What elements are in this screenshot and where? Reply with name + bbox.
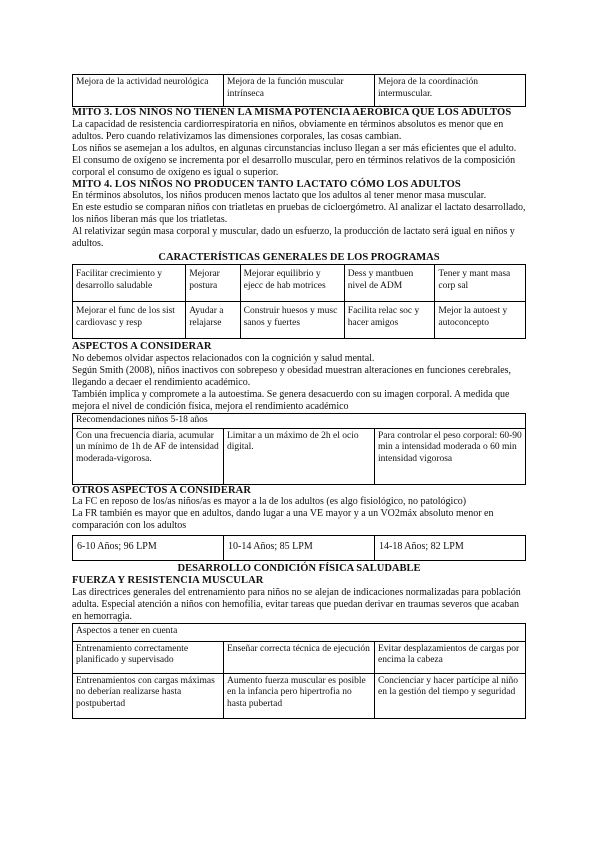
paragraph: Al relativizar según masa corporal y muscular, dado un esfuerzo, la producción de lactato será igual en niños y adultos. <box>72 226 515 249</box>
table-cell: Mejora de la coordinación intermuscular. <box>375 75 526 107</box>
table-cell: Evitar desplazamientos de cargas por encima la cabeza <box>375 641 526 673</box>
table-cell: Ayudar a relajarse <box>186 302 240 339</box>
paragraph: Según Smith (2008), niños inactivos con sobrepeso y obesidad muestran alteraciones en funciones cerebrales, llegando a decaer el rendimiento académico. <box>72 364 512 388</box>
table-cell: Mejorar postura <box>186 265 240 302</box>
table-cell: Aumento fuerza muscular es posible en la infancia pero hipertrofia no hasta pubertad <box>224 673 375 718</box>
table-cell: Para controlar el peso corporal: 60-90 min a intensidad moderada o 60 min intensidad vigorosa <box>375 428 526 484</box>
document-page <box>72 74 526 719</box>
other-aspects-title: OTROS ASPECTOS A CONSIDERAR <box>72 484 252 496</box>
paragraph: La capacidad de resistencia cardiorrespiratoria en niños, obviamente en términos absolutos es menor que en adultos. Pero cuando relativizamos las dimensiones corporales, las cosas cambian. <box>72 118 504 142</box>
considerations-table <box>72 623 526 719</box>
myth3-title: MITO 3. LOS NIÑOS NO TIENEN LA MISMA POTENCIA AERÓBICA QUE LOS ADULTOS <box>72 107 512 118</box>
programs-title: CARACTERÍSTICAS GENERALES DE LOS PROGRAMAS <box>158 252 440 263</box>
table-cell: Dess y mantbuen nivel de ADM <box>344 265 435 302</box>
table-cell: 6-10 Años; 96 LPM <box>73 536 224 561</box>
paragraph: No debemos olvidar aspectos relacionados con la cognición y salud mental. <box>72 352 375 364</box>
paragraph: Las directrices generales del entrenamiento para niños no se alejan de indicaciones normalizadas para población adulta. Especial atención a niños con hemofilia, evitar tareas que puedan derivar en traumas severos que acaban en hemorragia. <box>72 586 521 622</box>
table-cell: Facilita relac soc y hacer amigos <box>344 302 435 339</box>
programs-table <box>72 264 526 339</box>
top-table <box>72 74 526 107</box>
myth4-title: MITO 4. LOS NIÑOS NO PRODUCEN TANTO LACTATO CÓMO LOS ADULTOS <box>72 178 461 190</box>
table-cell: 10-14 Años; 85 LPM <box>224 536 375 561</box>
table-cell: Con una frecuencia diaria, acumular un mínimo de 1h de AF de intensidad moderada-vigorosa. <box>73 428 224 484</box>
table-cell: Construir huesos y musc sanos y fuertes <box>240 302 344 339</box>
table-cell: Concienciar y hacer partícipe al niño en la gestión del tiempo y seguridad <box>375 673 526 718</box>
paragraph: Los niños se asemejan a los adultos, en algunas circunstancias incluso llegan a ser más eficientes que el adulto. <box>72 142 517 154</box>
table-cell: Mejor la autoest y autoconcepto <box>435 302 526 339</box>
aspects-title: ASPECTOS A CONSIDERAR <box>72 341 212 352</box>
paragraph: La FC en reposo de los/as niños/as es mayor a la de los adultos (es algo fisiológico, no patológico) <box>72 496 467 507</box>
table-cell: Entrenamiento correctamente planificado y supervisado <box>73 641 224 673</box>
table-cell: 14-18 Años; 82 LPM <box>375 536 526 561</box>
heart-rate-table <box>72 535 526 561</box>
paragraph: En términos absolutos, los niños producen menos lactato que los adultos al tener menor masa muscular. <box>72 190 487 201</box>
table-cell: Mejorar el func de los sist cardiovasc y resp <box>73 302 186 339</box>
table-cell: Mejorar equilibrio y ejecc de hab motrices <box>240 265 344 302</box>
table-cell: Mejora de la función muscular intrínseca <box>224 75 375 107</box>
table-cell: Facilitar crecimiento y desarrollo saludable <box>73 265 186 302</box>
paragraph: El consumo de oxígeno se incrementa por el desarrollo muscular, pero en términos relativos de la composición corporal el consumo de oxígeno es igual o superior. <box>72 154 516 178</box>
table-header: Aspectos a tener en cuenta <box>73 623 526 641</box>
table-cell: Entrenamientos con cargas máximas no deberían realizarse hasta postpubertad <box>73 673 224 718</box>
paragraph: También implica y compromete a la autoestima. Se genera desacuerdo con su imagen corporal. A medida que mejora el nivel de condición física, mejora el rendimiento académico <box>72 388 510 412</box>
table-header: Recomendaciones niños 5-18 años <box>73 413 526 428</box>
development-title: DESARROLLO CONDICIÓN FÍSICA SALUDABLE <box>177 563 421 574</box>
table-cell: Tener y mant masa corp sal <box>435 265 526 302</box>
table-cell: Limitar a un máximo de 2h el ocio digital. <box>224 428 375 484</box>
table-cell: Mejora de la actividad neurológica <box>73 75 224 107</box>
paragraph: La FR también es mayor que en adultos, dando lugar a una VE mayor y a un VO2máx absoluto menor en comparación con los adultos <box>72 508 494 531</box>
table-cell: Enseñar correcta técnica de ejecución <box>224 641 375 673</box>
paragraph: En este estudio se comparan niños con triatletas en pruebas de cicloergómetro. Al analizar el lactato desarrollado, los niños liberan más que los triatletas. <box>72 202 526 225</box>
development-subtitle: FUERZA Y RESISTENCIA MUSCULAR <box>72 575 264 586</box>
recommendations-table <box>72 413 526 485</box>
